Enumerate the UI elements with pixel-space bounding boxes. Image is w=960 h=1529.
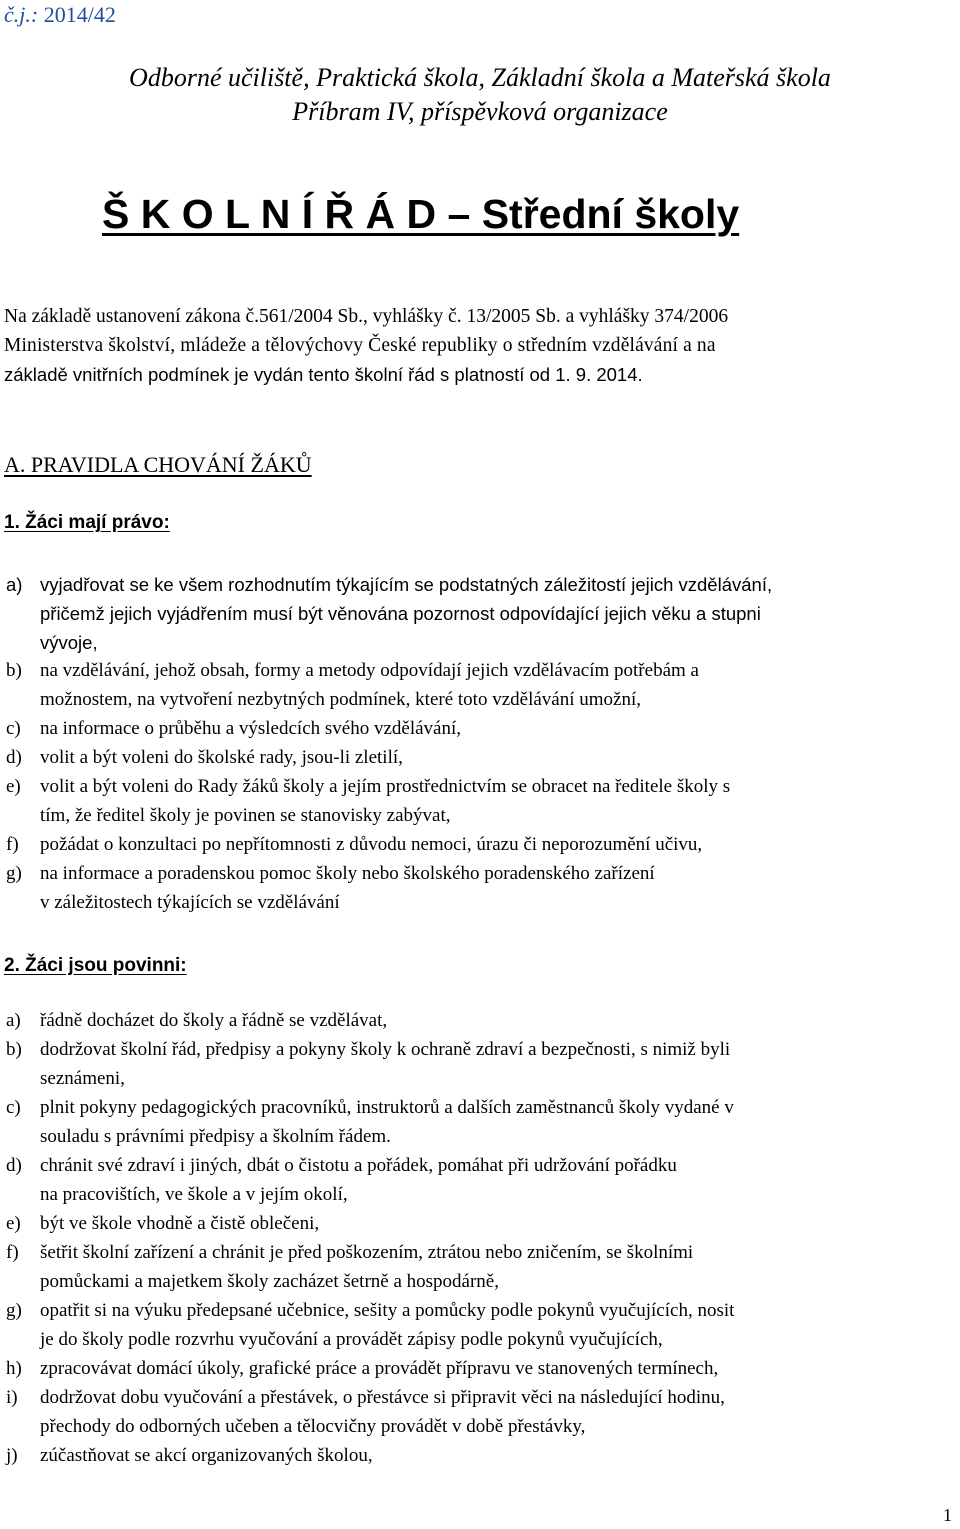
list-item-marker: c) <box>6 1097 21 1118</box>
list-item-line: vývoje, <box>40 632 98 653</box>
list-item-text <box>40 743 940 772</box>
list-item-line: být ve škole vhodně a čistě oblečeni, <box>40 1213 320 1234</box>
list-item-line: řádně docházet do školy a řádně se vzdělávat, <box>40 1010 388 1031</box>
list-item-text <box>40 1093 940 1151</box>
list-item-marker: f) <box>6 1242 19 1263</box>
list-item-line: šetřit školní zařízení a chránit je před poškozením, ztrátou nebo zničením, se školními <box>40 1242 694 1263</box>
list-item-line: dodržovat dobu vyučování a přestávek, o přestávce si připravit věci na následující hodinu, <box>40 1387 725 1408</box>
list-item-text <box>40 859 940 917</box>
list-item-marker: c) <box>6 718 21 739</box>
list-item-line: tím, že ředitel školy je povinen se stanovisky zabývat, <box>40 805 451 826</box>
list-item-marker: d) <box>6 1155 22 1176</box>
document-title: Š K O L N Í Ř Á D – Střední školy <box>102 191 740 237</box>
list-item-line: vyjadřovat se ke všem rozhodnutím týkajícím se podstatných záležitostí jejich vzdělávání, <box>40 574 773 595</box>
list-item-marker: e) <box>6 776 21 797</box>
intro-line-1: Na základě ustanovení zákona č.561/2004 Sb., vyhlášky č. 13/2005 Sb. a vyhlášky 374/2006 <box>4 306 729 327</box>
list-item-text <box>40 656 940 714</box>
list-item-marker: d) <box>6 747 22 768</box>
list-item-marker: e) <box>6 1213 21 1234</box>
list-item-line: na vzdělávání, jehož obsah, formy a metody odpovídají jejich vzdělávacím potřebám a <box>40 660 699 681</box>
list-item-line: zúčastňovat se akcí organizovaných školou, <box>40 1445 373 1466</box>
list-item-line: přičemž jejich vyjádřením musí být věnována pozornost odpovídající jejich věku a stupni <box>40 603 761 624</box>
school-name-line-2: Příbram IV, příspěvková organizace <box>292 97 668 126</box>
list-item-text <box>40 1441 940 1470</box>
list-item-line: dodržovat školní řád, předpisy a pokyny školy k ochraně zdraví a bezpečnosti, s nimiž byli <box>40 1039 731 1060</box>
list-item-line: plnit pokyny pedagogických pracovníků, instruktorů a dalších zaměstnanců školy vydané v <box>40 1097 734 1118</box>
list-item-text <box>40 1006 940 1035</box>
list-item-marker: g) <box>6 863 22 884</box>
list-item-text <box>40 714 940 743</box>
list-item-marker: i) <box>6 1387 18 1408</box>
list-item-text <box>40 570 940 657</box>
reference-value: 2014/42 <box>43 2 116 27</box>
list-item-line: volit a být voleni do školské rady, jsou-li zletilí, <box>40 747 403 768</box>
list-item-marker: f) <box>6 834 19 855</box>
list-item-text <box>40 1296 940 1354</box>
page-number: 1 <box>943 1505 952 1525</box>
list-item-text <box>40 830 940 859</box>
reference-number <box>4 2 116 28</box>
duties-heading: 2. Žáci jsou povinni: <box>4 955 187 976</box>
school-name-line-1: Odborné učiliště, Praktická škola, Základní škola a Mateřská škola <box>129 63 831 92</box>
list-item-line: opatřit si na výuku předepsané učebnice, sešity a pomůcky podle pokynů vyučujících, nosit <box>40 1300 735 1321</box>
list-item-marker: b) <box>6 660 22 681</box>
list-item-text <box>40 1035 940 1093</box>
list-item-line: na pracovištích, ve škole a v jejím okolí, <box>40 1184 348 1205</box>
intro-line-2: Ministerstva školství, mládeže a tělovýchovy České republiky o středním vzdělávání a na <box>4 335 716 356</box>
list-item-text <box>40 1238 940 1296</box>
list-item-line: možnostem, na vytvoření nezbytných podmínek, které toto vzdělávání umožní, <box>40 689 641 710</box>
rights-heading: 1. Žáci mají právo: <box>4 512 170 533</box>
list-item-marker: h) <box>6 1358 22 1379</box>
list-item-line: souladu s právními předpisy a školním řádem. <box>40 1126 391 1147</box>
list-item-line: zpracovávat domácí úkoly, grafické práce a provádět přípravu ve stanovených termínech, <box>40 1358 719 1379</box>
list-item-text <box>40 772 940 830</box>
list-item-line: v záležitostech týkajících se vzdělávání <box>40 892 340 913</box>
list-item-text <box>40 1209 940 1238</box>
reference-label: č.j.: <box>4 2 39 27</box>
list-item-text <box>40 1354 940 1383</box>
intro-line-3: základě vnitřních podmínek je vydán tento školní řád s platností od 1. 9. 2014. <box>4 364 643 385</box>
list-item-line: požádat o konzultaci po nepřítomnosti z důvodu nemoci, úrazu či neporozumění učivu, <box>40 834 703 855</box>
list-item-line: na informace a poradenskou pomoc školy nebo školského poradenského zařízení <box>40 863 655 884</box>
section-a-heading: A. PRAVIDLA CHOVÁNÍ ŽÁKŮ <box>4 452 312 477</box>
list-item-marker: j) <box>6 1445 18 1466</box>
list-item-line: pomůckami a majetkem školy zacházet šetrně a hospodárně, <box>40 1271 499 1292</box>
list-item-line: volit a být voleni do Rady žáků školy a jejím prostřednictvím se obracet na ředitele školy s <box>40 776 731 797</box>
list-item-marker: a) <box>6 1010 21 1031</box>
list-item-marker: a) <box>6 574 23 595</box>
list-item-line: přechody do odborných učeben a tělocvičny provádět v době přestávky, <box>40 1416 586 1437</box>
list-item-line: na informace o průběhu a výsledcích svého vzdělávání, <box>40 718 462 739</box>
list-item-line: seznámeni, <box>40 1068 125 1089</box>
list-item-marker: g) <box>6 1300 22 1321</box>
list-item-text <box>40 1383 940 1441</box>
list-item-text <box>40 1151 940 1209</box>
list-item-line: chránit své zdraví i jiných, dbát o čistotu a pořádek, pomáhat při udržování pořádku <box>40 1155 677 1176</box>
list-item-line: je do školy podle rozvrhu vyučování a provádět zápisy podle pokynů vyučujících, <box>40 1329 663 1350</box>
list-item-marker: b) <box>6 1039 22 1060</box>
